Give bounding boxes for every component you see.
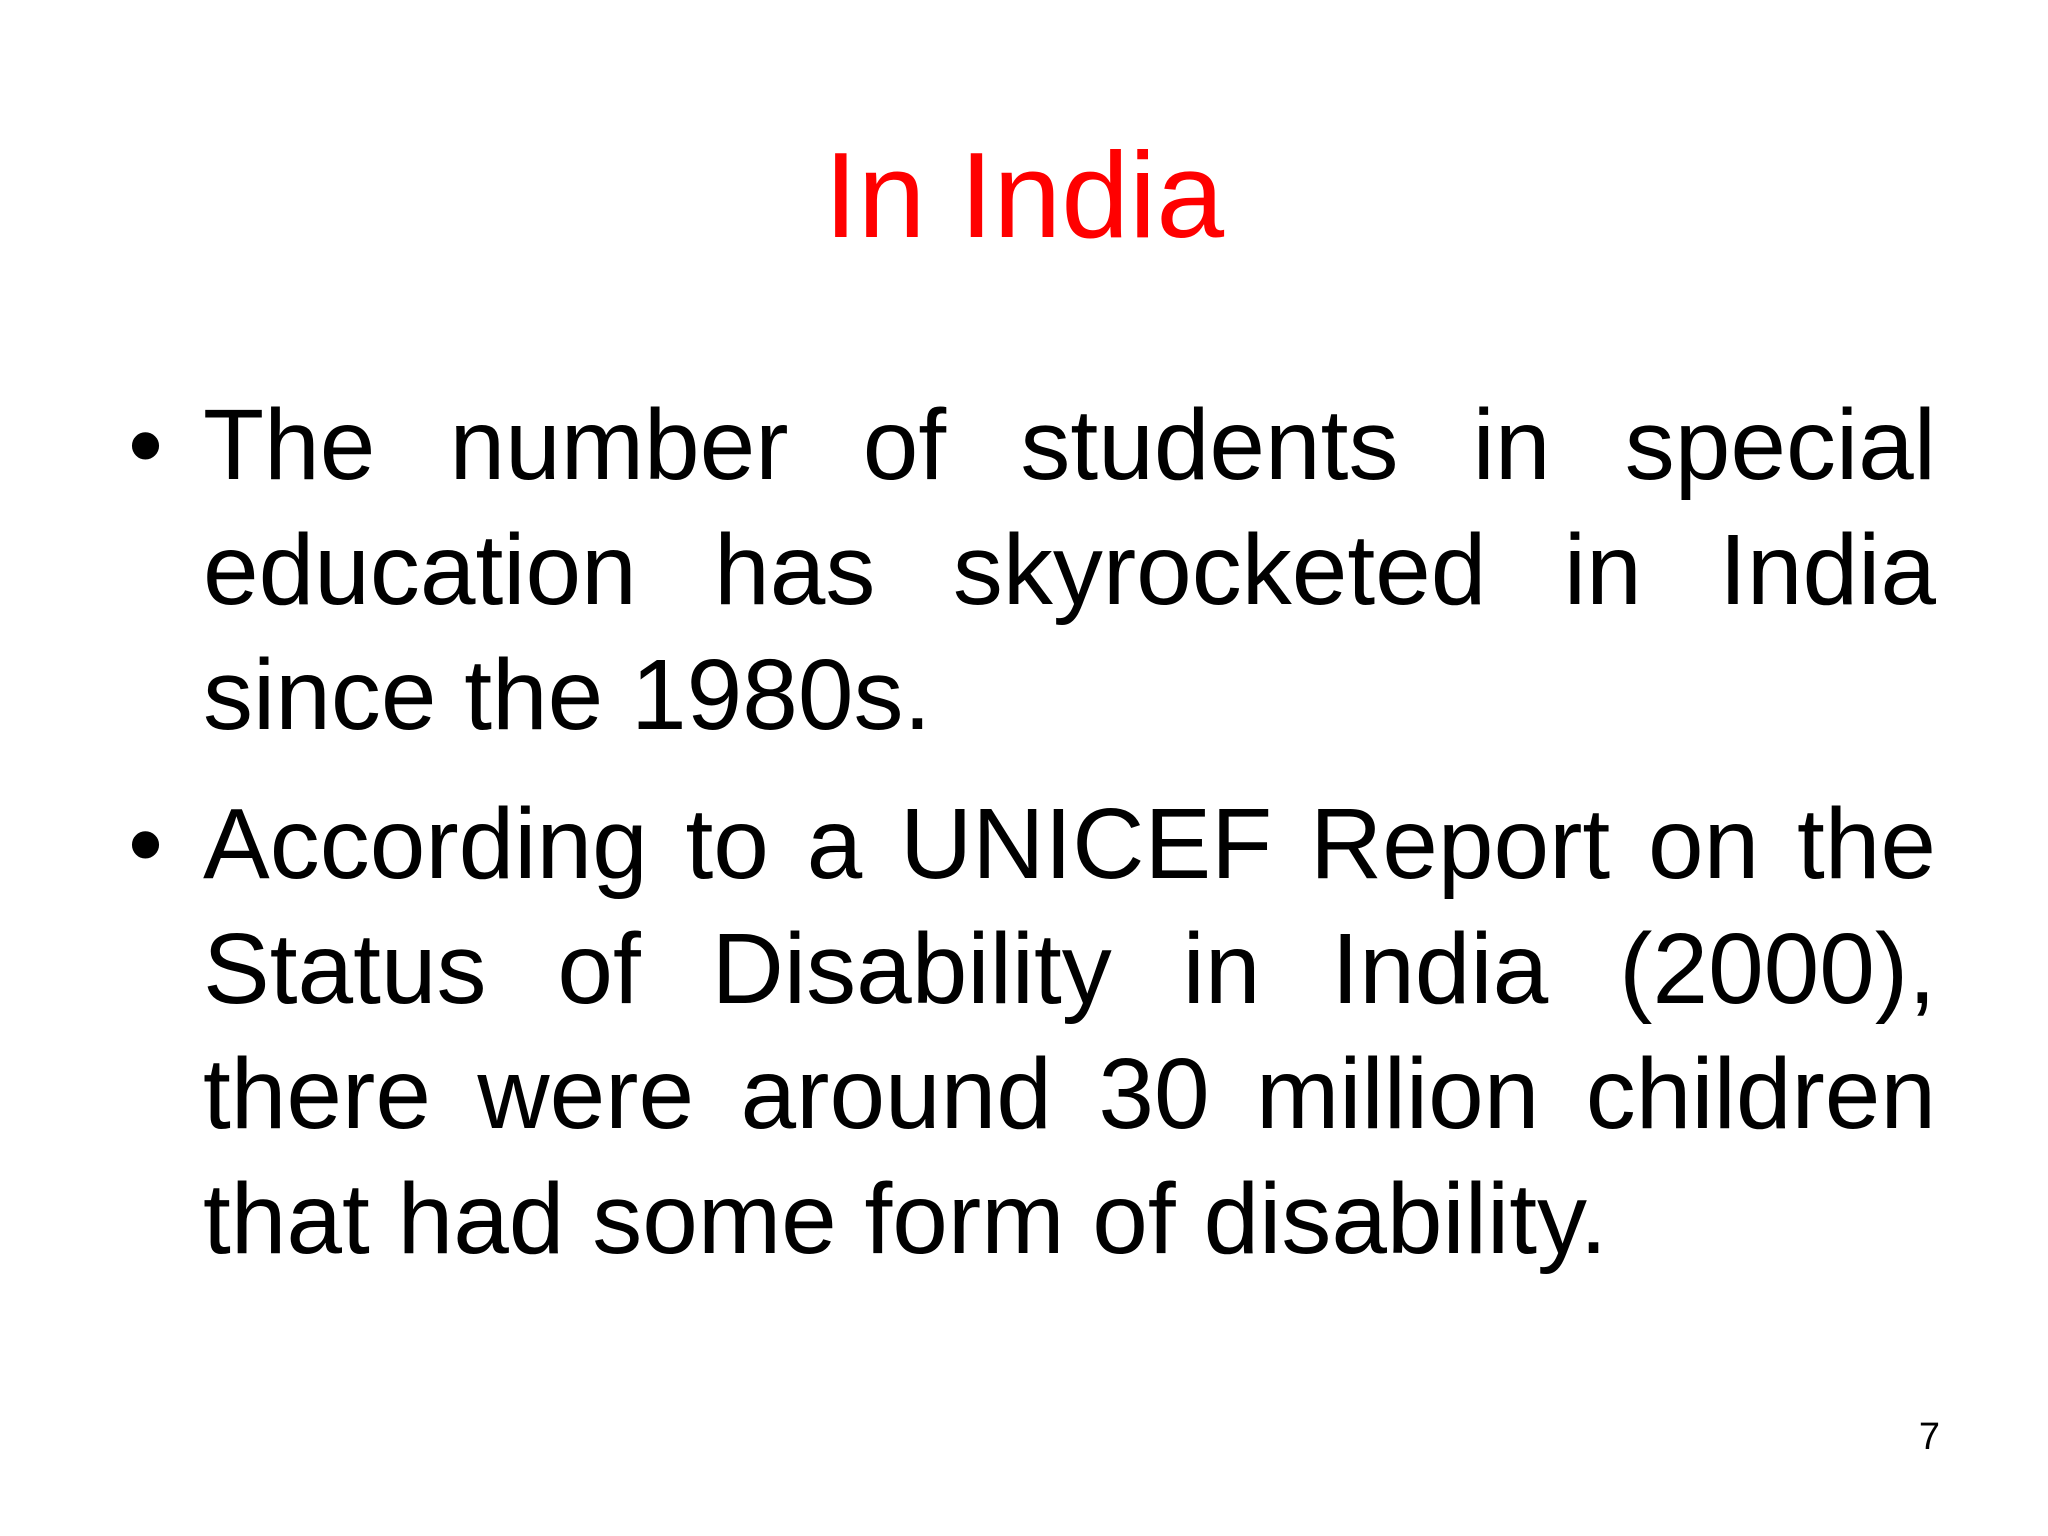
- bullet-marker-icon: •: [128, 389, 164, 501]
- bullet-item: [128, 383, 1936, 758]
- bullet-marker-icon: •: [128, 788, 164, 900]
- bullet-item: [128, 782, 1936, 1282]
- page-number: 7: [1918, 1416, 1940, 1458]
- bullet-text: According to a UNICEF Report on the Status of Disability in India (2000), there were around 30 million children that had some form of disability.: [203, 788, 1936, 1275]
- bullet-list: [128, 383, 1936, 1306]
- bullet-text: The number of students in special education has skyrocketed in India since the 1980s.: [203, 389, 1936, 751]
- slide-title: In India: [823, 127, 1225, 263]
